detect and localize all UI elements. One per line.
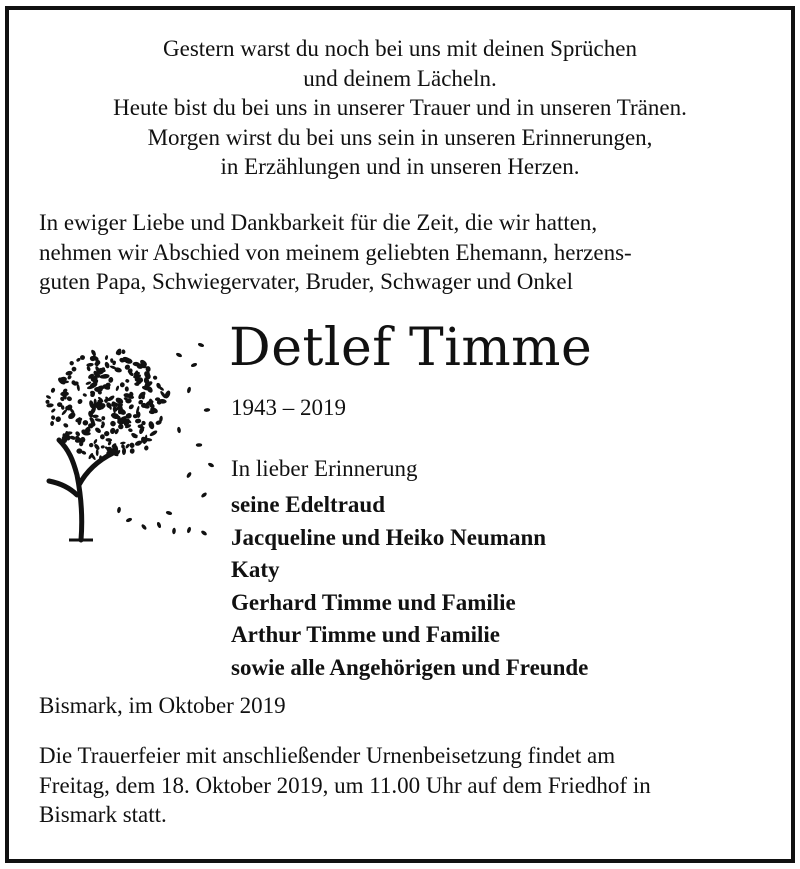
intro-line: nehmen wir Abschied von meinem geliebten Ehemann, herzens- [39, 239, 632, 265]
funeral-service-info [39, 741, 769, 830]
farewell-intro [39, 208, 769, 297]
intro-line: guten Papa, Schwiegervater, Bruder, Schwager und Onkel [39, 269, 574, 294]
place-date: Bismark, im Oktober 2019 [39, 693, 286, 718]
mourners-list [231, 489, 588, 684]
mourner-line: Katy [231, 557, 280, 582]
motto-line: Heute bist du bei uns in unserer Trauer und in unseren Tränen. [113, 95, 687, 120]
mourner-line: Arthur Timme und Familie [231, 622, 500, 647]
service-line: Die Trauerfeier mit anschließender Urnenbeisetzung findet am [39, 743, 616, 768]
motto-poem [9, 34, 791, 182]
motto-line: in Erzählungen und in unseren Herzen. [220, 154, 580, 179]
tree-blowing-leaves-icon [29, 335, 219, 550]
service-line: Bismark statt. [39, 802, 167, 827]
obituary-frame [5, 6, 795, 863]
mourner-line: Jacqueline und Heiko Neumann [231, 524, 547, 550]
intro-line: In ewiger Liebe und Dankbarkeit für die Zeit, die wir hatten, [39, 210, 598, 235]
service-line: Freitag, dem 18. Oktober 2019, um 11.00 Uhr auf dem Friedhof in [39, 772, 651, 798]
mourner-line: sowie alle Angehörigen und Freunde [231, 654, 589, 680]
life-years: 1943 – 2019 [231, 395, 346, 420]
mourner-line: seine Edeltraud [231, 492, 385, 517]
motto-line: Morgen wirst du bei uns sein in unseren Erinnerungen, [147, 124, 653, 150]
motto-line: Gestern warst du noch bei uns mit deinen Sprüchen [163, 36, 637, 61]
deceased-name: Detlef Timme [229, 318, 593, 378]
memory-heading: In lieber Erinnerung [231, 456, 418, 481]
motto-line: und deinem Lächeln. [303, 65, 497, 91]
mourner-line: Gerhard Timme und Familie [231, 589, 516, 615]
